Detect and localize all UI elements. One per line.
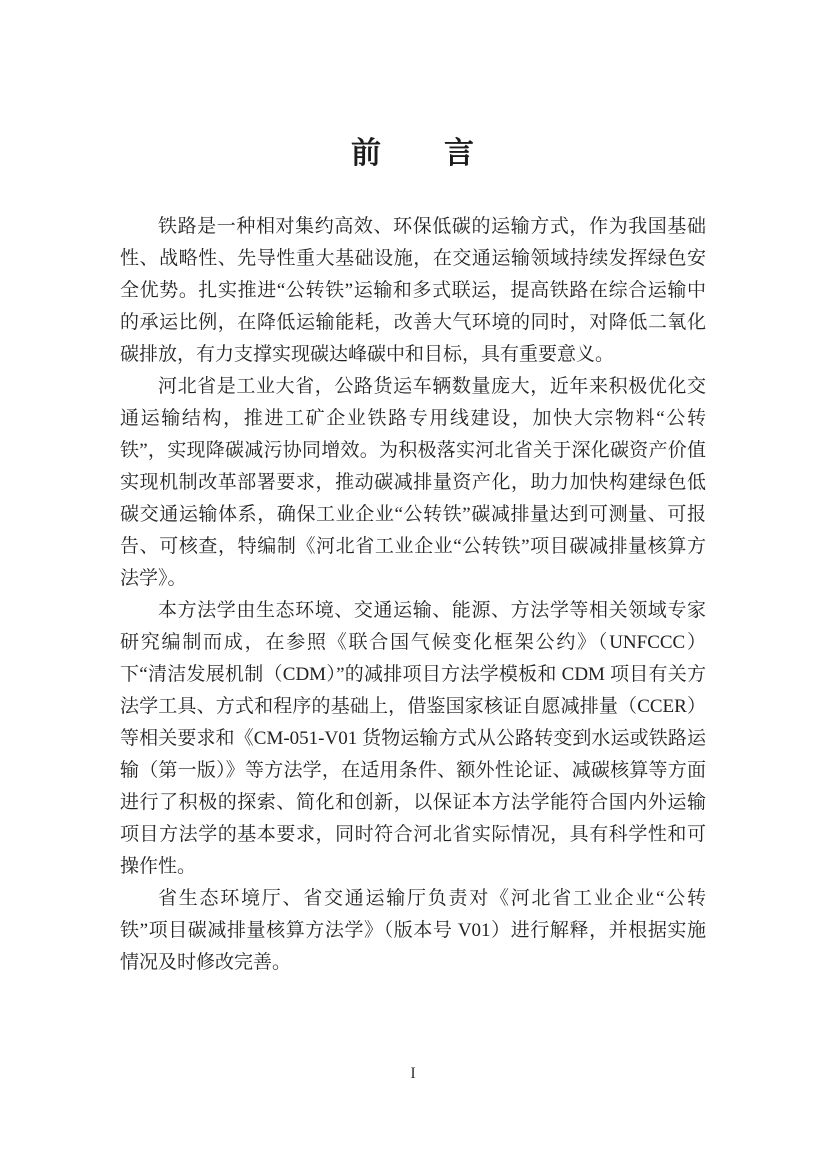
paragraph-methodology-development: 本方法学由生态环境、交通运输、能源、方法学等相关领域专家研究编制而成，在参照《联合国气候变化框架公约》（UNFCCC）下“清洁发展机制（CDM）”的减排项目方法学模板和 CDM 项目有关方法学工具、方式和程序的基础上，借鉴国家核证自愿减排量（CCER）等相关要求和《CM-051-V01 货物运输方式从公路转变到水运或铁路运输（第一版）》等方法学，在适用条件、额外性论证、减碳核算等方面进行了积极的探索、简化和创新，以保证本方法学能符合国内外运输项目方法学的基本要求，同时符合河北省实际情况，具有科学性和可操作性。	[120, 600, 706, 877]
page-number: I	[410, 1065, 416, 1082]
paragraph-railway-intro: 铁路是一种相对集约高效、环保低碳的运输方式，作为我国基础性、战略性、先导性重大基础设施，在交通运输领域持续发挥绿色安全优势。扎实推进“公转铁”运输和多式联运，提高铁路在综合运输中的承运比例，在降低运输能耗，改善大气环境的同时，对降低二氧化碳排放，有力支撑实现碳达峰碳中和目标，具有重要意义。	[120, 216, 706, 365]
paragraph-interpretation-responsibility: 省生态环境厅、省交通运输厅负责对《河北省工业企业“公转铁”项目碳减排量核算方法学》（版本号 V01）进行解释，并根据实施情况及时修改完善。	[120, 888, 706, 973]
page-title: 前 言	[351, 137, 475, 170]
document-body	[120, 211, 706, 979]
paragraph-hebei-context: 河北省是工业大省，公路货运车辆数量庞大，近年来积极优化交通运输结构，推进工矿企业铁路专用线建设，加快大宗物料“公转铁”，实现降碳减污协同增效。为积极落实河北省关于深化碳资产价值实现机制改革部署要求，推动碳减排量资产化，助力加快构建绿色低碳交通运输体系，确保工业企业“公转铁”碳减排量达到可测量、可报告、可核查，特编制《河北省工业企业“公转铁”项目碳减排量核算方法学》。	[120, 376, 706, 589]
